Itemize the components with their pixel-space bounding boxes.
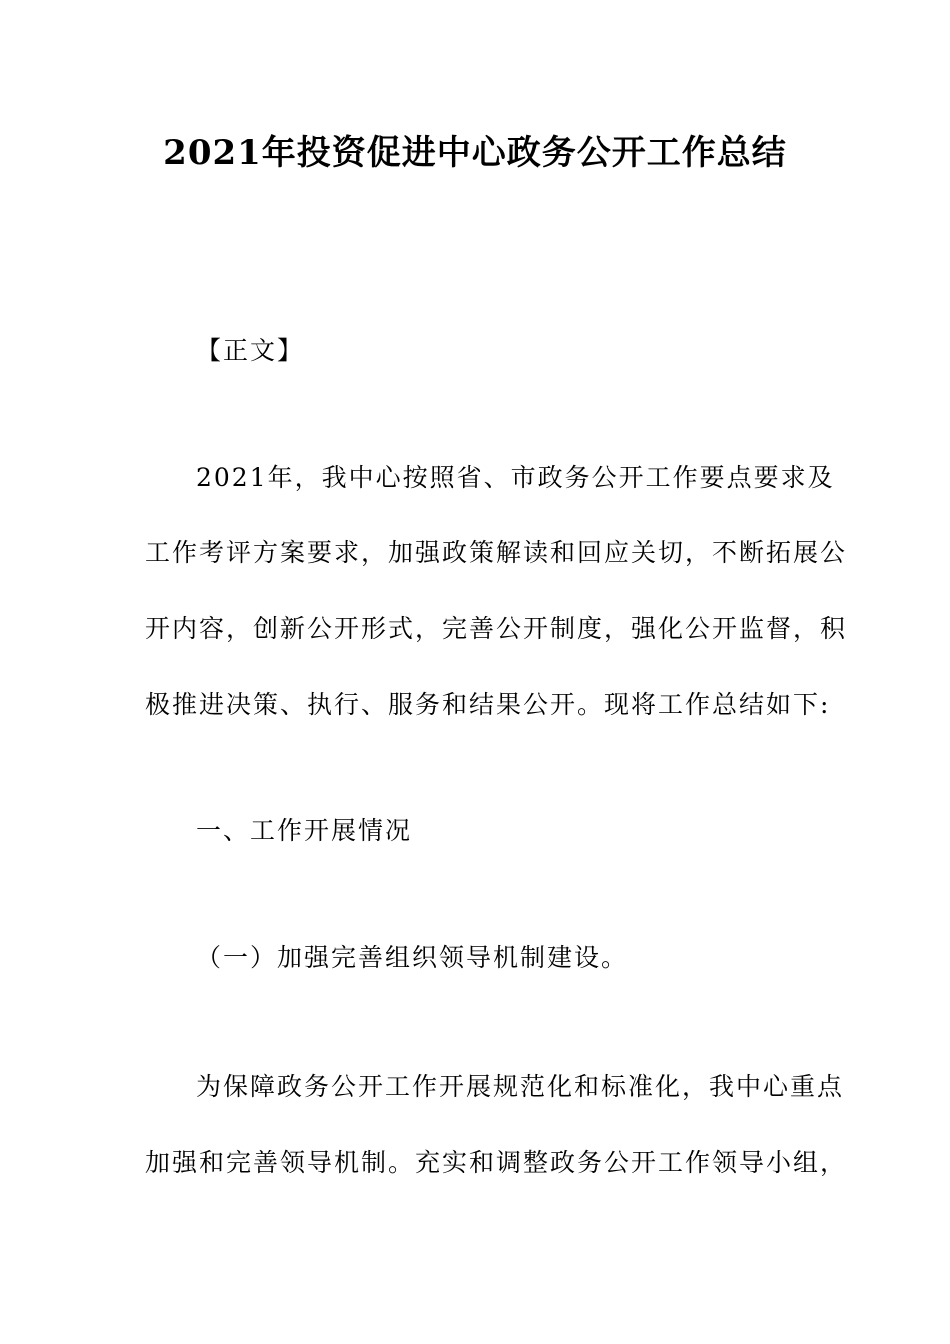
paragraph-line: 为保障政务公开工作开展规范化和标准化，我中心重点 <box>196 1072 845 1101</box>
paragraph-line: 加强和完善领导机制。充实和调整政务公开工作领导小组， <box>145 1148 848 1177</box>
paragraph-line: 工作考评方案要求，加强政策解读和回应关切，不断拓展公 <box>145 538 848 567</box>
paragraph-line: 极推进决策、执行、服务和结果公开。现将工作总结如下: <box>145 690 831 719</box>
paragraph-line: 开内容，创新公开形式，完善公开制度，强化公开监督，积 <box>145 614 848 643</box>
body-label: 【正文】 <box>196 336 305 365</box>
subsection-heading: （一）加强完善组织领导机制建设。 <box>196 943 629 972</box>
section-heading: 一、工作开展情况 <box>196 816 413 845</box>
paragraph-line: 2021年，我中心按照省、市政务公开工作要点要求及 <box>196 463 835 492</box>
document-title: 2021年投资促进中心政务公开工作总结 <box>163 133 787 173</box>
